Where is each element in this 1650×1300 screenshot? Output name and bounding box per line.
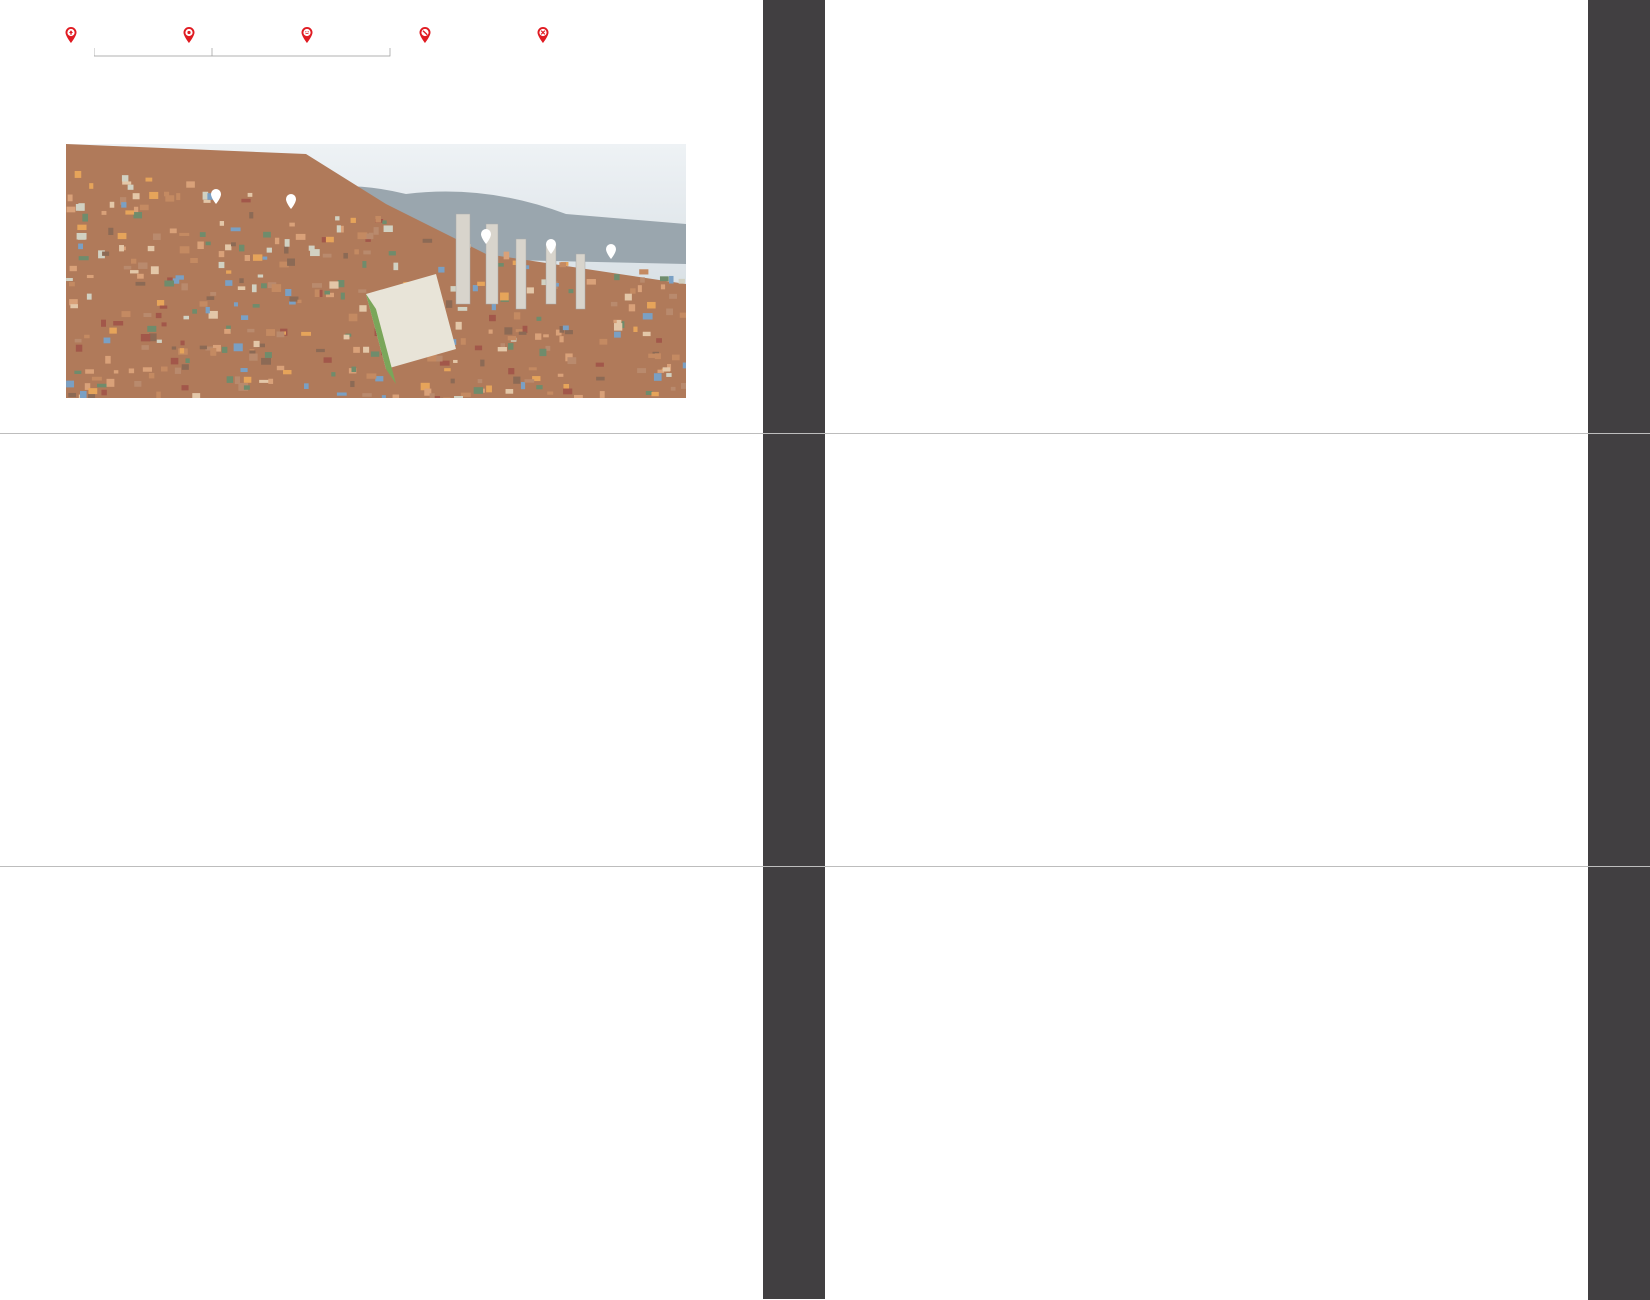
page-bar: [1588, 0, 1650, 433]
page-bar: [1588, 866, 1650, 1300]
category-bracket: [94, 48, 394, 64]
economy-category: [300, 26, 415, 48]
pin-check-icon: [418, 26, 432, 44]
slide-canvas: [0, 433, 763, 866]
economy-categories: [64, 26, 704, 48]
slide-divider: [0, 866, 1650, 867]
slide-page-7: [0, 0, 825, 433]
slide-canvas: [825, 0, 1588, 433]
slide-canvas: [0, 0, 763, 433]
slide-page-26: [0, 433, 825, 866]
slide-canvas: [825, 433, 1588, 866]
slide-canvas: [825, 866, 1588, 1300]
aerial-city-photo: [66, 144, 686, 398]
aerial-city-illustration: [66, 144, 686, 398]
slide-page-59: [825, 866, 1650, 1300]
slide-canvas: [0, 866, 763, 1299]
page-bar: [763, 433, 825, 866]
pin-dot-icon: [182, 26, 196, 44]
page-bar: [1588, 433, 1650, 866]
pin-x-icon: [536, 26, 550, 44]
page-bar: [763, 866, 825, 1299]
page-bar: [763, 0, 825, 433]
slide-page-14: [825, 0, 1650, 433]
pin-face-icon: [300, 26, 314, 44]
pin-up-arrow-icon: [64, 26, 78, 44]
slide-page-50: [0, 866, 825, 1299]
economy-category: [418, 26, 533, 48]
slide-divider: [0, 433, 1650, 434]
economy-category: [536, 26, 651, 48]
economy-category: [64, 26, 179, 48]
economy-category: [182, 26, 297, 48]
slide-page-33: [825, 433, 1650, 866]
